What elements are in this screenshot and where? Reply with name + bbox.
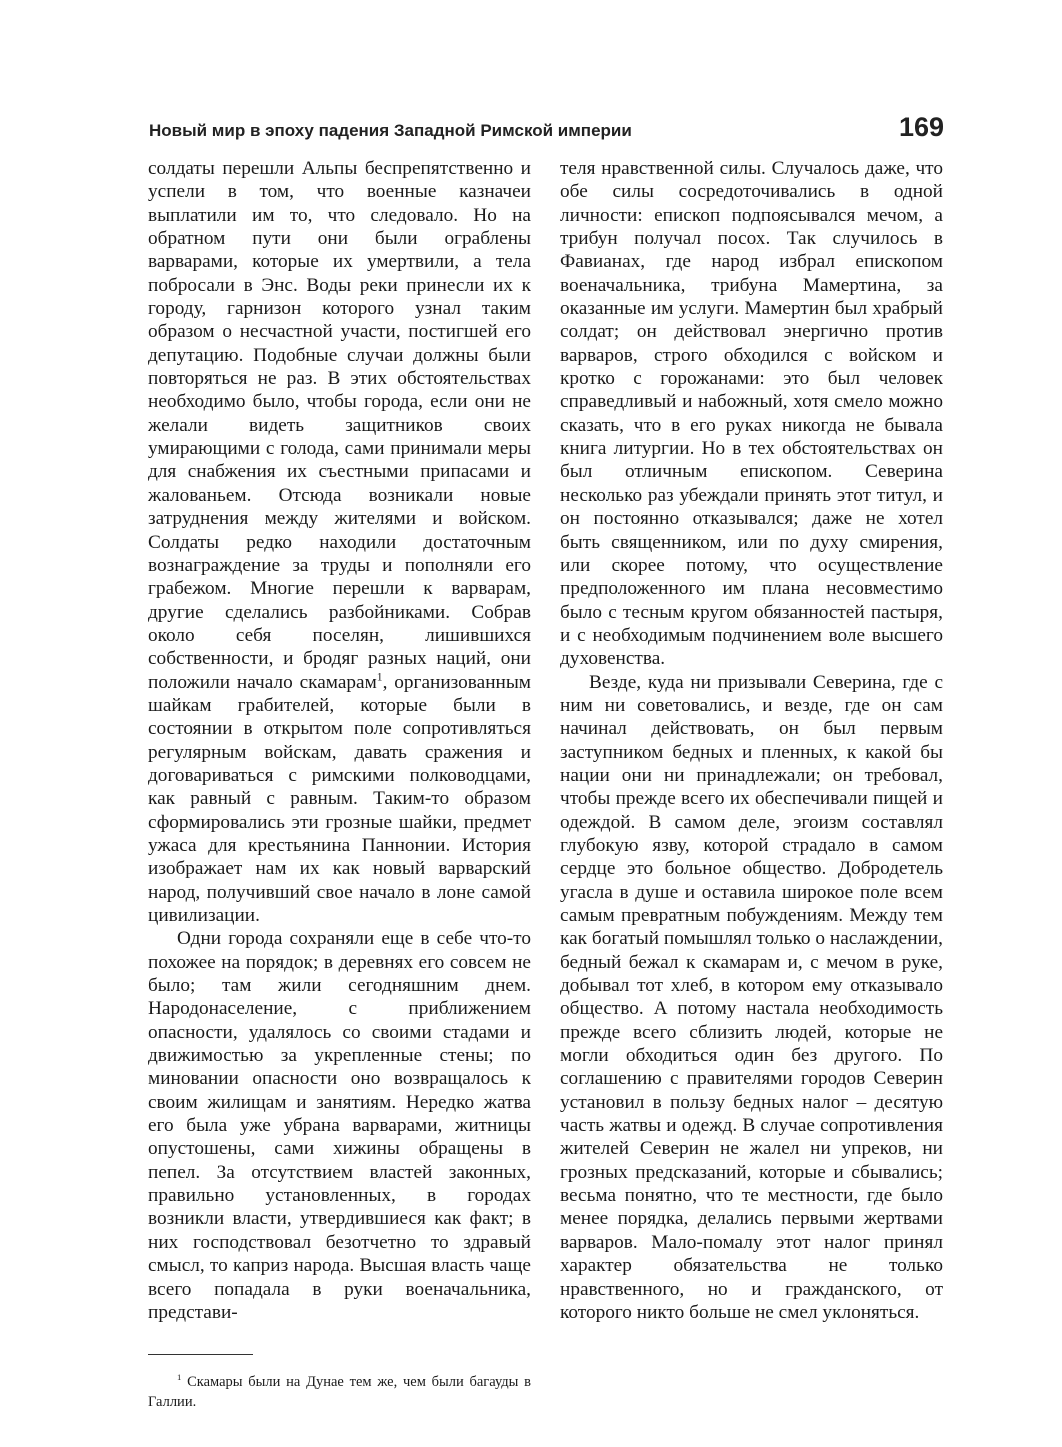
footnote-text: Скамары были на Дунае тем же, чем были багауды в Галлии. bbox=[148, 1374, 531, 1410]
running-head bbox=[149, 112, 944, 148]
page-number: 169 bbox=[898, 112, 944, 142]
paragraph: Везде, куда ни призывали Северина, где с ним ни советовались, и везде, где он сам начинал действовать, он был первым заступником бедных и пленных, к какой бы нации они ни принадлежали; он требовал, чтобы прежде всего их обеспечивали пищей и одеждой. В самом деле, эгоизм составлял глубокую язву, которой страдало в самом сердце это больное общество. Добродетель угасла в душе и оставила широкое поле всем самым превратным побуждениям. Между тем как богатый помышлял только о наслаждении, бедный бежал к скамарам и, с мечом в руке, добывал тот хлеб, в котором ему отказывало общество. А потому настала необходимость прежде всего сблизить людей, которые не могли обходиться один без другого. По соглашению с правителями городов Северин установил в пользу бедных налог – десятую часть жатвы и одежд. В случае сопротивления жителей Северин не жалел ни упреков, ни грозных предсказаний, которые и сбывались; весьма понятно, что те местности, где было менее порядка, делались первыми жертвами варваров. Мало-помалу этот налог принял характер обязательства не только нравственного, но и гражданского, от которого никто больше не смел уклоняться. bbox=[560, 671, 943, 1323]
footnote bbox=[148, 1372, 531, 1412]
footnote-mark: 1 bbox=[177, 1372, 182, 1383]
paragraph-text: , организованным шайкам грабителей, которые были в состоянии в открытом поле сопротивляться регулярным войскам, давать сражения и договариваться с римскими полководцами, как равный с равным. Таким-то образом сформировались эти грозные шайки, предмет ужаса для крестьянина Паннонии. История изображает нам их как новый варварский народ, получивший свое начало в лоне самой цивилизации. bbox=[148, 671, 531, 926]
left-column bbox=[148, 157, 531, 1324]
paragraph bbox=[148, 157, 531, 927]
footnote-reference[interactable]: 1 bbox=[376, 670, 383, 684]
paragraph: Одни города сохраняли еще в себе что-то похожее на порядок; в деревнях его совсем не было; там жили сегодняшним днем. Народонаселение, с приближением опасности, удалялось со своими стадами и движимостью за укрепленные стены; по миновании опасности оно возвращалось к своим жилищам и занятиям. Нередко жатва его была уже убрана варварами, житницы опустошены, сами хижины обращены в пепел. За отсутствием властей законных, правильно установленных, в городах возникли власти, утвердившиеся как факт; в них господствовал безотчетно то здравый смысл, то каприз народа. Высшая власть чаще всего попадала в руки военачальника, представи- bbox=[148, 928, 531, 1323]
paragraph-text: солдаты перешли Альпы беспрепятственно и успели в том, что военные казначеи выплатили им то, что следовало. Но на обратном пути они были ограблены варварами, которые их умертвили, а тела побросали в Энс. Воды реки принесли их к городу, гарнизон которого узнал таким образом о несчастной участи, постигшей его депутацию. Подобные случаи должны были повторяться не раз. В этих обстоятельствах необходимо было, чтобы города, если они не желали видеть защитников своих умирающими с голода, сами принимали меры для снабжения их съестными припасами и жалованьем. Отсюда возникали новые затруднения между жителями и войском. Солдаты редко находили достаточным вознаграждение за труды и пополняли его грабежом. Многие перешли к варварам, другие сделались разбойниками. Собрав около себя поселян, лишившихся собственности, и бродяг разных наций, они положили начало скамарам bbox=[148, 158, 531, 693]
footnote-divider bbox=[148, 1354, 253, 1355]
running-title: Новый мир в эпоху падения Западной Римской империи bbox=[149, 121, 632, 140]
right-column bbox=[560, 157, 943, 1324]
paragraph: теля нравственной силы. Случалось даже, что обе силы сосредоточивались в одной личности: епископ подпоясывался мечом, а трибун получал посох. Так случилось в Фавианах, где народ избрал епископом военачальника, трибуна Мамертина, за оказанные им услуги. Мамертин был храбрый солдат; он действовал энергично против варваров, строго обходился с войском и кротко с горожанами: это был человек справедливый и набожный, хотя смело можно сказать, что в его руках никогда не бывала книга литургии. Но в тех обстоятельствах он был отличным епископом. Северина несколько раз убеждали принять этот титул, и он постоянно отказывался; даже не хотел быть священником, или по духу смирения, или скорее потому, что осуществление предположенного им плана несовместимо было с тесным кругом обязанностей пастыря, и с необходимым подчинением воле высшего духовенства. bbox=[560, 158, 943, 670]
